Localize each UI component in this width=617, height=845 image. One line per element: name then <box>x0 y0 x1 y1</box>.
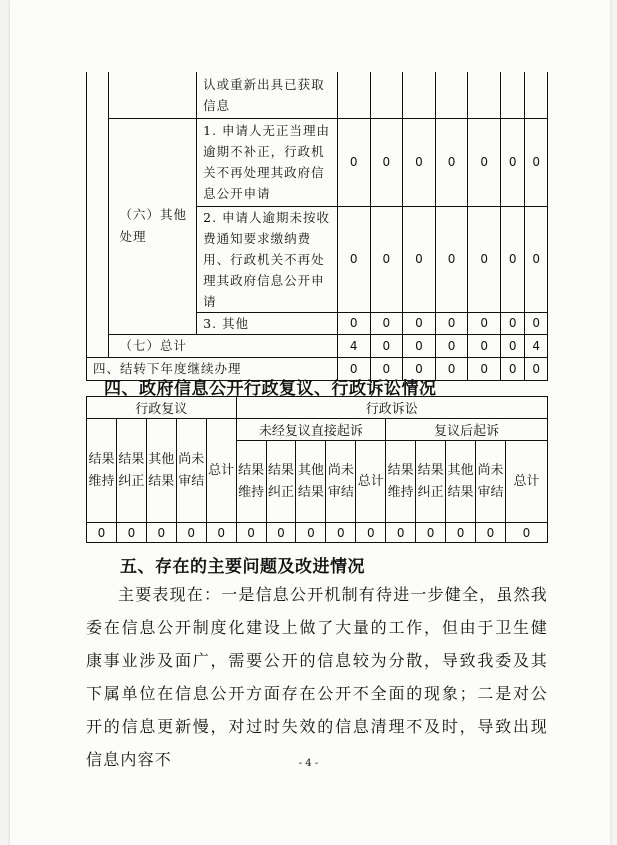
table-cell: 0 <box>296 523 326 543</box>
table-cell: 0 <box>501 118 525 206</box>
table-cell: 0 <box>356 523 386 543</box>
table-cell: 0 <box>501 357 525 380</box>
col-header: 结果维持 <box>236 441 266 523</box>
col-header: 总计 <box>206 419 236 523</box>
table-cell: 0 <box>337 206 370 312</box>
col-header: 结果维持 <box>386 441 416 523</box>
page-number: - 4 - <box>298 758 319 769</box>
table-cell: 0 <box>501 206 525 312</box>
table-cell: 0 <box>236 523 266 543</box>
row-desc: 认或重新出具已获取信息 <box>197 72 338 118</box>
table-cell: 0 <box>435 206 468 312</box>
col-header: 其他结果 <box>446 441 476 523</box>
table-cell: 0 <box>475 523 505 543</box>
table-cell: 0 <box>446 523 476 543</box>
admin-litigation-header: 行政诉讼 <box>236 397 547 419</box>
table-cell: 0 <box>403 334 436 357</box>
table-cell: 0 <box>370 118 403 206</box>
table-cell: 0 <box>266 523 296 543</box>
table-cell: 0 <box>146 523 176 543</box>
table-cell: 0 <box>370 357 403 380</box>
table-cell: 0 <box>416 523 446 543</box>
table-cell: 0 <box>403 118 436 206</box>
table-row <box>87 72 548 118</box>
table-cell: 0 <box>468 334 501 357</box>
col-header: 尚未审结 <box>176 419 206 523</box>
row-desc: 3. 其他 <box>197 312 338 334</box>
section-heading: 四、政府信息公开行政复议、行政诉讼情况 <box>104 379 437 399</box>
col-header: 结果维持 <box>87 419 117 523</box>
direct-suit-header: 未经复议直接起诉 <box>236 419 386 441</box>
col-header: 尚未审结 <box>475 441 505 523</box>
table-cell: 0 <box>206 523 236 543</box>
col-header: 其他结果 <box>296 441 326 523</box>
section-heading: 五、存在的主要问题及改进情况 <box>120 557 365 577</box>
table-cell: 0 <box>501 334 525 357</box>
body-paragraph: 主要表现在：一是信息公开机制有待进一步健全，虽然我委在信息公开制度化建设上做了大量的工作，但由于卫生健康事业涉及面广，需要公开的信息较为分散，导致我委及其下属单位在信息公开方面存在公开不全面的现象；二是对公开的信息更新慢，对过时失效的信息清理不及时，导致出现信息内容不 <box>86 585 549 769</box>
after-review-suit-header: 复议后起诉 <box>386 419 548 441</box>
total-label: （七）总计 <box>109 334 337 357</box>
table-cell: 0 <box>403 357 436 380</box>
table-cell: 0 <box>87 523 117 543</box>
table-cell: 0 <box>525 312 548 334</box>
table-cell: 0 <box>525 357 548 380</box>
col-header: 总计 <box>356 441 386 523</box>
col-header: 结果纠正 <box>116 419 146 523</box>
table-cell: 0 <box>326 523 356 543</box>
table-row <box>87 334 548 357</box>
table-cell: 0 <box>337 118 370 206</box>
table-cell: 0 <box>337 312 370 334</box>
col-header: 总计 <box>505 441 547 523</box>
col-header: 其他结果 <box>146 419 176 523</box>
table-cell: 4 <box>525 334 548 357</box>
disclosure-table <box>86 72 548 381</box>
table-row <box>87 118 548 206</box>
table-cell: 0 <box>370 334 403 357</box>
table-cell: 0 <box>435 357 468 380</box>
table-cell: 0 <box>403 206 436 312</box>
row-desc: 1. 申请人无正当理由逾期不补正，行政机关不再处理其政府信息公开申请 <box>197 118 338 206</box>
table-cell: 0 <box>370 206 403 312</box>
table-cell: 0 <box>435 312 468 334</box>
table-cell: 0 <box>435 118 468 206</box>
review-litigation-table <box>86 396 548 543</box>
table-cell: 0 <box>435 334 468 357</box>
table-cell: 0 <box>403 312 436 334</box>
table-cell: 0 <box>468 357 501 380</box>
col-header: 尚未审结 <box>326 441 356 523</box>
table-cell: 0 <box>501 312 525 334</box>
table-row <box>87 397 548 419</box>
table-cell: 0 <box>116 523 146 543</box>
table-cell: 0 <box>468 118 501 206</box>
table-cell: 0 <box>525 206 548 312</box>
table-cell: 0 <box>337 357 370 380</box>
category-label: （六）其他处理 <box>109 118 197 334</box>
carry-over-label: 四、结转下年度继续办理 <box>87 357 338 380</box>
table-cell: 0 <box>505 523 547 543</box>
col-header: 结果纠正 <box>266 441 296 523</box>
col-header: 结果纠正 <box>416 441 446 523</box>
table-row <box>87 523 548 543</box>
admin-review-header: 行政复议 <box>87 397 237 419</box>
table-cell: 0 <box>525 118 548 206</box>
table-cell: 4 <box>337 334 370 357</box>
table-row <box>87 419 548 441</box>
row-desc: 2. 申请人逾期未按收费通知要求缴纳费用、行政机关不再处理其政府信息公开申请 <box>197 206 338 312</box>
table-cell: 0 <box>468 312 501 334</box>
table-cell: 0 <box>468 206 501 312</box>
table-cell: 0 <box>370 312 403 334</box>
table-cell: 0 <box>176 523 206 543</box>
table-cell: 0 <box>386 523 416 543</box>
